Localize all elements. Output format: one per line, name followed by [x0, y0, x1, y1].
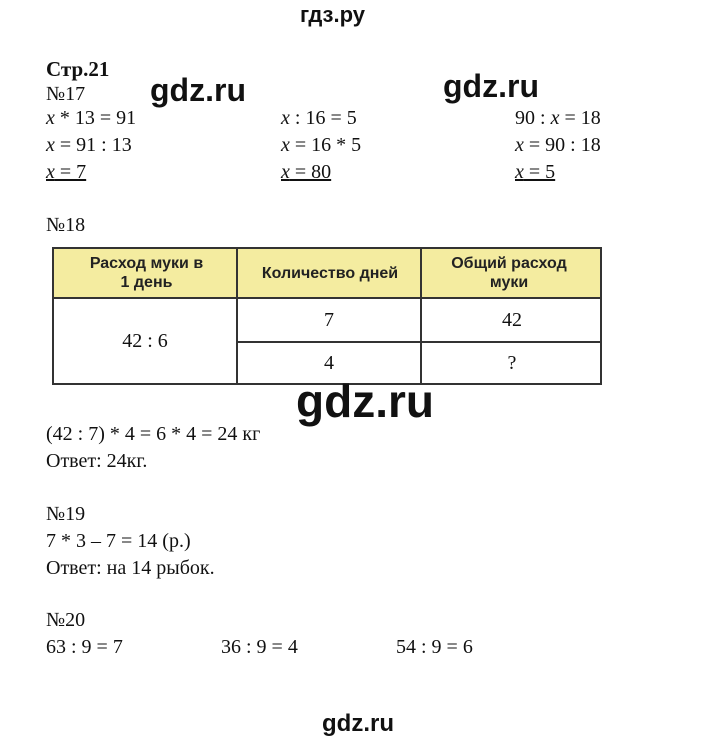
variable: x	[46, 107, 55, 129]
variable: x	[281, 161, 290, 183]
table-header-cell: Общий расход муки	[451, 255, 567, 291]
expression: * 13 = 91	[54, 107, 137, 129]
data-table	[52, 247, 602, 385]
task-20-item: 54 : 9 = 6	[396, 636, 473, 658]
expression: = 18	[559, 107, 601, 129]
variable: x	[281, 134, 290, 156]
watermark: gdz.ru	[443, 68, 539, 104]
task-17-number: №17	[46, 83, 86, 105]
expression: = 91 : 13	[54, 134, 132, 156]
expression: = 16 * 5	[289, 134, 362, 156]
task-19-solution: 7 * 3 – 7 = 14 (р.)	[46, 530, 191, 552]
task-17-col3-line2	[515, 133, 601, 157]
task-17-col2-line1	[281, 106, 357, 130]
variable: x	[550, 107, 560, 129]
table-header-cell: Расход муки в 1 день	[89, 255, 204, 291]
task-17-col1-line2	[46, 133, 132, 157]
expression: 90 :	[515, 107, 551, 129]
task-20-item: 36 : 9 = 4	[221, 636, 298, 658]
watermark: gdz.ru	[322, 710, 394, 737]
task-20-number: №20	[46, 609, 86, 631]
variable: x	[46, 134, 55, 156]
task-17-col1-answer	[46, 160, 86, 184]
variable: x	[515, 161, 524, 183]
table-cell-total: ?	[507, 351, 517, 374]
task-17-col2-answer	[281, 160, 331, 184]
page-label: Стр.21	[46, 57, 110, 81]
table-cell-total: 42	[502, 308, 522, 331]
variable: x	[515, 134, 524, 156]
table-cell-days: 7	[324, 308, 334, 331]
task-19-answer: Ответ: на 14 рыбок.	[46, 557, 215, 579]
expression: = 7	[54, 161, 87, 183]
task-17-col3-line1	[515, 106, 601, 130]
task-18-number: №18	[46, 214, 86, 236]
expression: = 5	[523, 161, 556, 183]
task-17-col3-answer	[515, 160, 555, 184]
task-20-item: 63 : 9 = 7	[46, 636, 123, 658]
watermark: gdz.ru	[296, 375, 434, 427]
expression: = 90 : 18	[523, 134, 601, 156]
task-18-solution: (42 : 7) * 4 = 6 * 4 = 24 кг	[46, 423, 261, 445]
header-watermark: гдз.ру	[300, 2, 365, 27]
task-19-number: №19	[46, 503, 86, 525]
task-18-answer: Ответ: 24кг.	[46, 450, 148, 472]
table-header-cell: Количество дней	[261, 264, 399, 282]
task-17-col1-line1	[46, 106, 136, 130]
expression: = 80	[289, 161, 332, 183]
task-17-col2-line2	[281, 133, 361, 157]
watermark: gdz.ru	[150, 72, 246, 108]
expression: : 16 = 5	[289, 107, 357, 129]
variable: x	[46, 161, 55, 183]
table-cell-daily: 42 : 6	[122, 329, 168, 352]
variable: x	[281, 107, 290, 129]
table-cell-days: 4	[324, 351, 334, 374]
